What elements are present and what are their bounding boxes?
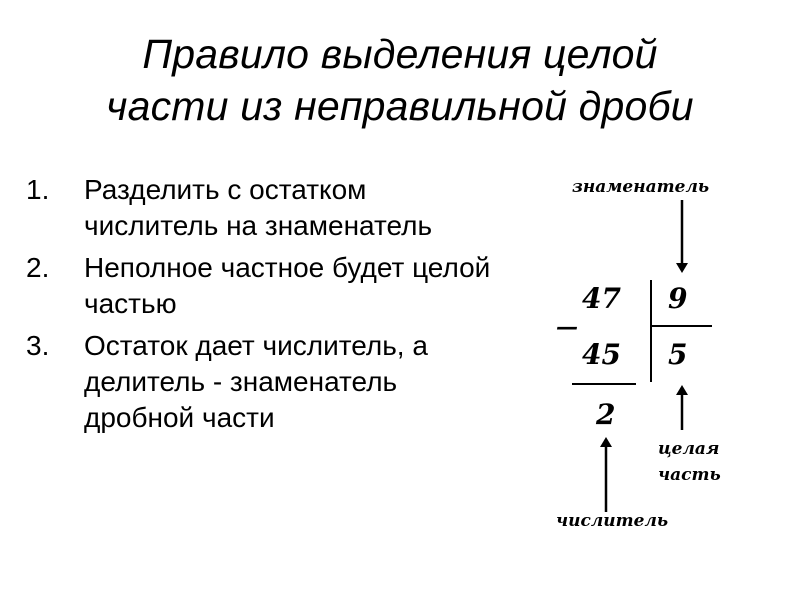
page-title — [20, 28, 780, 132]
list-item — [26, 328, 496, 436]
denominator-label: знаменатель — [572, 177, 710, 197]
dividend: 47 — [582, 282, 621, 315]
remainder: 2 — [596, 398, 616, 431]
whole-part-label-line-2: часть — [658, 465, 721, 485]
step-number: 2. — [26, 252, 50, 283]
divisor: 9 — [668, 282, 688, 315]
step-text: Неполное частное будет целой частью — [84, 252, 491, 319]
minus-sign: — — [556, 314, 578, 340]
list-item — [26, 172, 496, 244]
list-item — [26, 250, 496, 322]
step-text: Разделить с остатком числитель на знаменатель — [84, 174, 433, 241]
subtrahend: 45 — [582, 338, 621, 371]
title-line-2: части из неправильной дроби — [106, 83, 694, 129]
quotient: 5 — [668, 338, 688, 371]
steps-list — [26, 172, 496, 442]
step-number: 1. — [26, 174, 50, 205]
title-line-1: Правило выделения целой — [142, 31, 658, 77]
numerator-label: числитель — [556, 511, 669, 531]
step-text: Остаток дает числитель, а делитель - знаменатель дробной части — [84, 330, 428, 433]
whole-part-label-line-1: целая — [658, 439, 720, 459]
step-number: 3. — [26, 330, 50, 361]
